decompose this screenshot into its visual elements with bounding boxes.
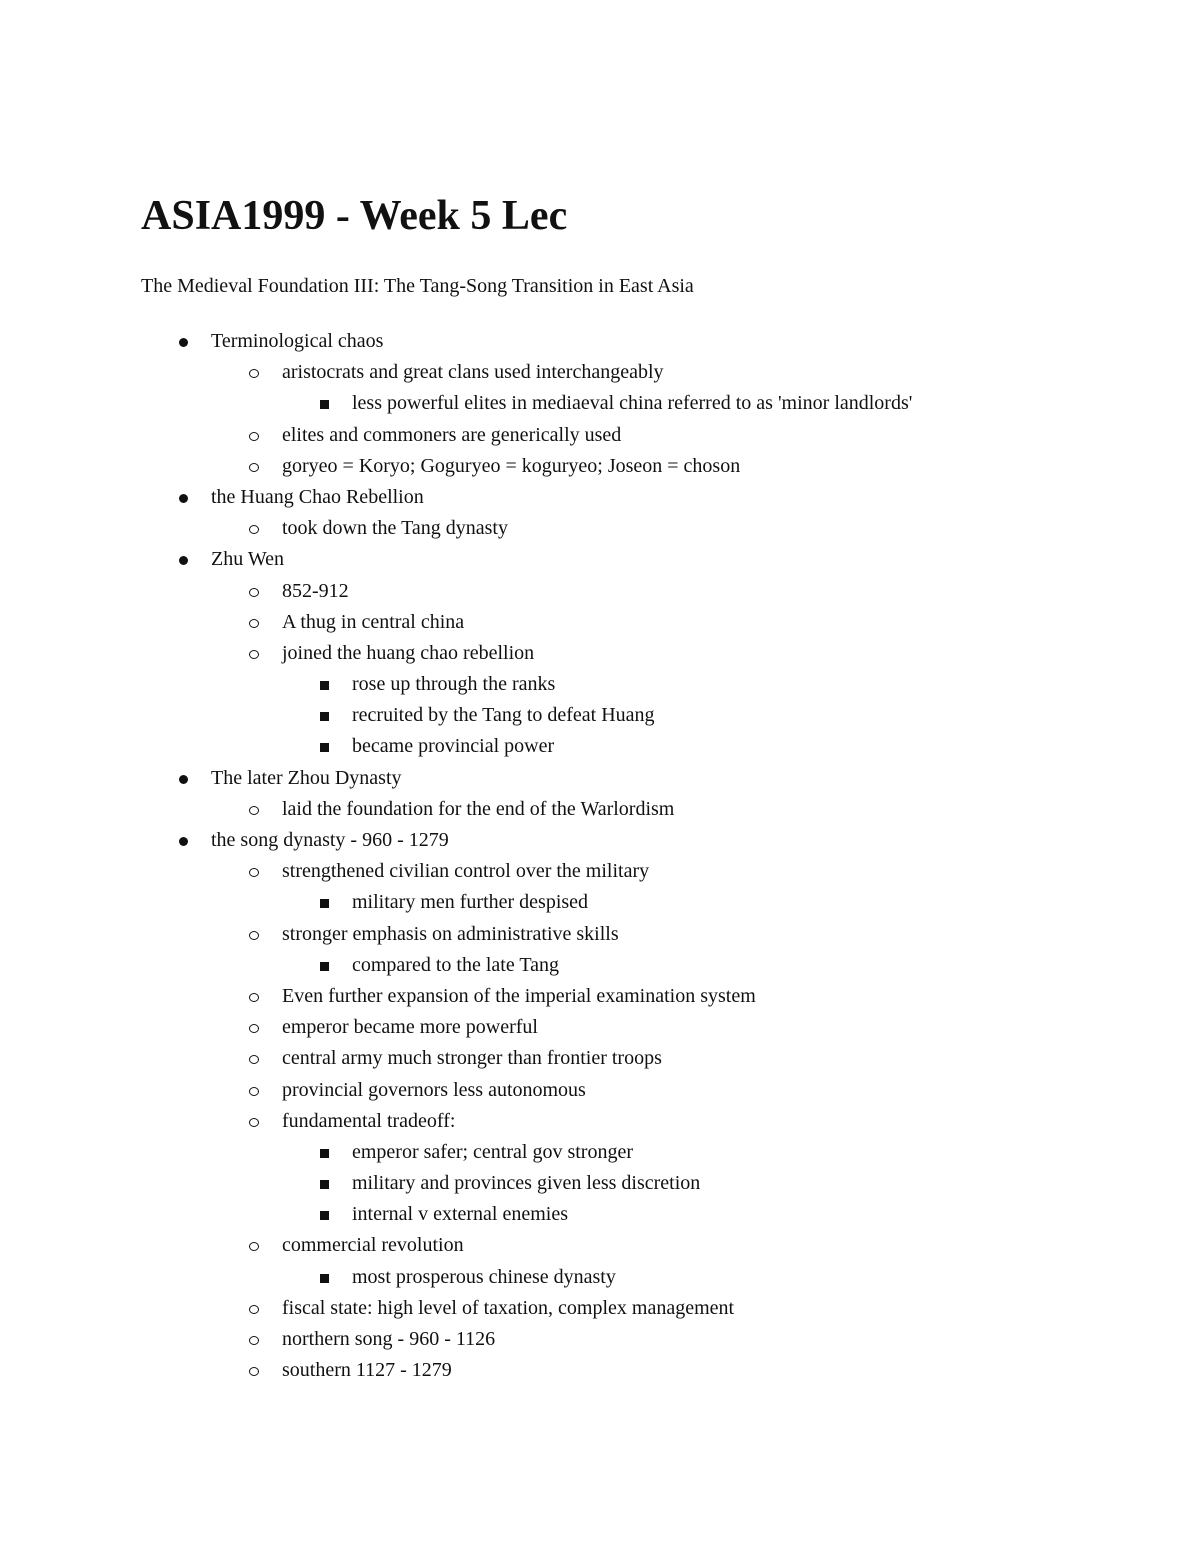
hollow-circle-bullet-icon — [249, 1087, 259, 1096]
hollow-circle-bullet-icon — [249, 588, 259, 597]
hollow-circle-bullet-icon — [249, 619, 259, 628]
outline-item-level-1 — [0, 981, 912, 1012]
outline-item-text: Even further expansion of the imperial examination system — [282, 984, 756, 1007]
outline-item-text: Zhu Wen — [211, 548, 285, 571]
outline-item-text: A thug in central china — [282, 610, 465, 633]
filled-circle-bullet-icon — [179, 837, 188, 846]
outline-item-text: central army much stronger than frontier troops — [282, 1047, 662, 1070]
outline-item-level-1 — [0, 1293, 912, 1324]
outline-item-text: the song dynasty - 960 - 1279 — [211, 829, 449, 851]
hollow-circle-bullet-icon — [249, 1024, 259, 1033]
filled-square-bullet-icon — [320, 962, 329, 971]
outline-item-level-2 — [0, 1199, 912, 1230]
outline-item-level-2 — [0, 731, 912, 762]
outline-item-text: goryeo = Koryo; Goguryeo = koguryeo; Joseon = choson — [282, 454, 741, 477]
outline-item-level-1 — [0, 357, 912, 388]
outline-item-text: elites and commoners are generically used — [282, 423, 622, 446]
filled-circle-bullet-icon — [179, 775, 188, 784]
outline-item-text: joined the huang chao rebellion — [282, 641, 535, 664]
hollow-circle-bullet-icon — [249, 1055, 259, 1064]
outline-item-level-2 — [0, 1137, 912, 1168]
hollow-circle-bullet-icon — [249, 1367, 259, 1376]
outline-item-text: laid the foundation for the end of the Warlordism — [282, 797, 675, 820]
hollow-circle-bullet-icon — [249, 931, 259, 940]
filled-square-bullet-icon — [320, 681, 329, 690]
outline-item-level-0 — [0, 482, 912, 513]
outline-item-level-1 — [0, 794, 912, 825]
outline-item-level-2 — [0, 700, 912, 731]
outline-item-text: emperor became more powerful — [282, 1016, 538, 1039]
hollow-circle-bullet-icon — [249, 1305, 259, 1314]
hollow-circle-bullet-icon — [249, 432, 259, 441]
outline-item-text: internal v external enemies — [352, 1203, 569, 1226]
outline-item-text: fiscal state: high level of taxation, complex management — [282, 1296, 735, 1319]
filled-square-bullet-icon — [320, 1180, 329, 1189]
outline-item-level-1 — [0, 576, 912, 607]
hollow-circle-bullet-icon — [249, 463, 259, 472]
outline-item-text: Terminological chaos — [211, 330, 384, 352]
outline-item-level-1 — [0, 1106, 912, 1137]
outline-item-level-1 — [0, 1324, 912, 1355]
hollow-circle-bullet-icon — [249, 993, 259, 1002]
filled-square-bullet-icon — [320, 712, 329, 721]
filled-square-bullet-icon — [320, 1149, 329, 1158]
outline-item-text: compared to the late Tang — [352, 953, 560, 976]
hollow-circle-bullet-icon — [249, 369, 259, 378]
outline-item-text: most prosperous chinese dynasty — [352, 1265, 616, 1288]
outline-item-text: aristocrats and great clans used interchangeably — [282, 361, 664, 384]
hollow-circle-bullet-icon — [249, 650, 259, 659]
hollow-circle-bullet-icon — [249, 1242, 259, 1251]
outline-item-level-2 — [0, 1262, 912, 1293]
outline-item-level-0 — [0, 326, 912, 357]
outline-item-level-2 — [0, 1168, 912, 1199]
filled-square-bullet-icon — [320, 400, 329, 409]
outline-item-text: military men further despised — [352, 891, 589, 914]
filled-circle-bullet-icon — [179, 338, 188, 347]
hollow-circle-bullet-icon — [249, 1118, 259, 1127]
hollow-circle-bullet-icon — [249, 1336, 259, 1345]
outline-item-level-2 — [0, 669, 912, 700]
document-title: ASIA1999 - Week 5 Lec — [141, 193, 568, 239]
outline-item-text: commercial revolution — [282, 1234, 464, 1257]
outline-item-level-1 — [0, 1012, 912, 1043]
outline-item-level-2 — [0, 887, 912, 918]
outline-item-text: recruited by the Tang to defeat Huang — [352, 704, 655, 727]
outline-item-level-1 — [0, 1075, 912, 1106]
hollow-circle-bullet-icon — [249, 525, 259, 534]
outline-item-level-1 — [0, 638, 912, 669]
filled-circle-bullet-icon — [179, 494, 188, 503]
filled-circle-bullet-icon — [179, 556, 188, 565]
outline-item-text: took down the Tang dynasty — [282, 517, 508, 540]
outline-item-level-1 — [0, 1230, 912, 1261]
outline-item-text: became provincial power — [352, 735, 555, 758]
outline-item-level-1 — [0, 856, 912, 887]
filled-square-bullet-icon — [320, 899, 329, 908]
outline-item-level-2 — [0, 950, 912, 981]
outline-item-text: northern song - 960 - 1126 — [282, 1328, 496, 1350]
filled-square-bullet-icon — [320, 1211, 329, 1220]
lecture-outline — [0, 326, 912, 1386]
outline-item-level-0 — [0, 825, 912, 856]
outline-item-text: strengthened civilian control over the military — [282, 860, 650, 883]
hollow-circle-bullet-icon — [249, 868, 259, 877]
outline-item-level-1 — [0, 919, 912, 950]
outline-item-text: southern 1127 - 1279 — [282, 1359, 452, 1382]
outline-item-text: The later Zhou Dynasty — [211, 766, 402, 789]
filled-square-bullet-icon — [320, 743, 329, 752]
filled-square-bullet-icon — [320, 1274, 329, 1283]
outline-item-level-1 — [0, 1043, 912, 1074]
outline-item-level-1 — [0, 513, 912, 544]
hollow-circle-bullet-icon — [249, 806, 259, 815]
outline-item-text: provincial governors less autonomous — [282, 1078, 586, 1101]
outline-item-level-1 — [0, 607, 912, 638]
outline-item-text: emperor safer; central gov stronger — [352, 1140, 633, 1163]
outline-item-level-2 — [0, 388, 912, 419]
outline-item-text: rose up through the ranks — [352, 673, 556, 696]
outline-item-level-1 — [0, 420, 912, 451]
outline-item-text: the Huang Chao Rebellion — [211, 485, 424, 508]
outline-item-text: less powerful elites in mediaeval china referred to as 'minor landlords' — [352, 392, 913, 415]
outline-item-level-0 — [0, 763, 912, 794]
outline-item-level-0 — [0, 544, 912, 575]
outline-item-level-1 — [0, 1355, 912, 1386]
outline-item-text: stronger emphasis on administrative skills — [282, 922, 619, 945]
outline-item-text: 852-912 — [282, 579, 349, 602]
outline-item-level-1 — [0, 451, 912, 482]
outline-item-text: fundamental tradeoff: — [282, 1109, 456, 1132]
outline-item-text: military and provinces given less discretion — [352, 1172, 701, 1195]
document-subtitle: The Medieval Foundation III: The Tang-Song Transition in East Asia — [141, 275, 694, 297]
